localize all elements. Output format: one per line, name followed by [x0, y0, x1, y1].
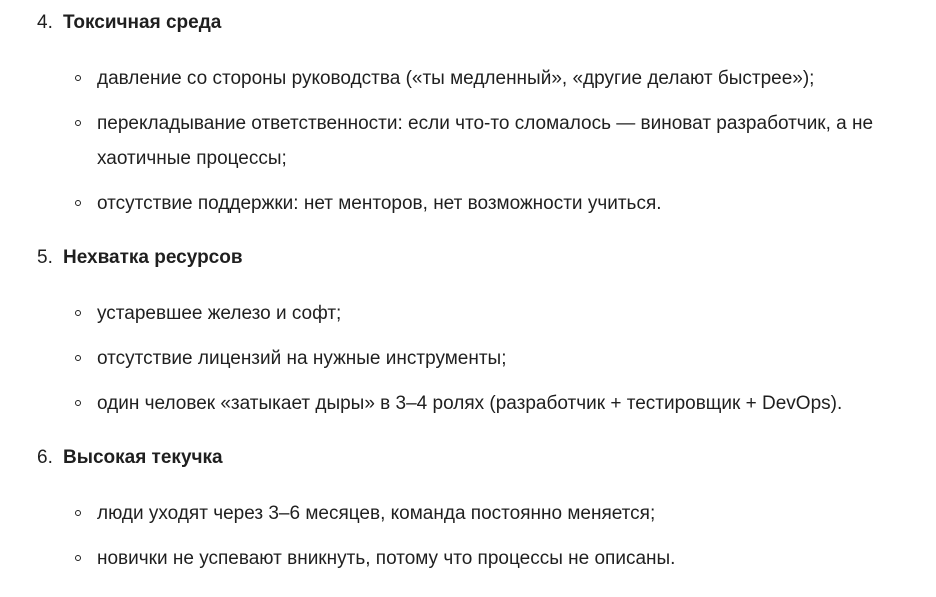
hollow-bullet-icon	[75, 120, 81, 126]
bullet-text: устаревшее железо и софт;	[97, 303, 342, 324]
bullet-text: люди уходят через 3–6 месяцев, команда постоянно меняется;	[97, 503, 656, 524]
hollow-bullet-icon	[75, 200, 81, 206]
hollow-bullet-icon	[75, 310, 81, 316]
bullet-text: перекладывание ответственности: если что-то сломалось — виноват разработчик, а не хаотичные процессы;	[97, 113, 874, 169]
list-number: 5.	[37, 247, 53, 268]
hollow-bullet-icon	[75, 510, 81, 516]
list-item-title: Нехватка ресурсов	[63, 247, 243, 268]
list-item-heading	[37, 445, 223, 471]
bullet-text: один человек «затыкает дыры» в 3–4 ролях (разработчик + тестировщик + DevOps).	[97, 393, 843, 414]
list-item-heading	[37, 10, 221, 36]
bullet-text: давление со стороны руководства («ты медленный», «другие делают быстрее»);	[97, 68, 815, 89]
hollow-bullet-icon	[75, 355, 81, 361]
list-item-title: Токсичная среда	[63, 12, 222, 33]
bullet-text: отсутствие поддержки: нет менторов, нет возможности учиться.	[97, 193, 662, 214]
list-item-heading	[37, 245, 243, 271]
hollow-bullet-icon	[75, 555, 81, 561]
list-number: 6.	[37, 447, 53, 468]
hollow-bullet-icon	[75, 400, 81, 406]
bullet-text: отсутствие лицензий на нужные инструменты;	[97, 348, 507, 369]
list-item-title: Высокая текучка	[63, 447, 223, 468]
bullet-text: новички не успевают вникнуть, потому что процессы не описаны.	[97, 548, 676, 569]
list-number: 4.	[37, 12, 53, 33]
hollow-bullet-icon	[75, 75, 81, 81]
